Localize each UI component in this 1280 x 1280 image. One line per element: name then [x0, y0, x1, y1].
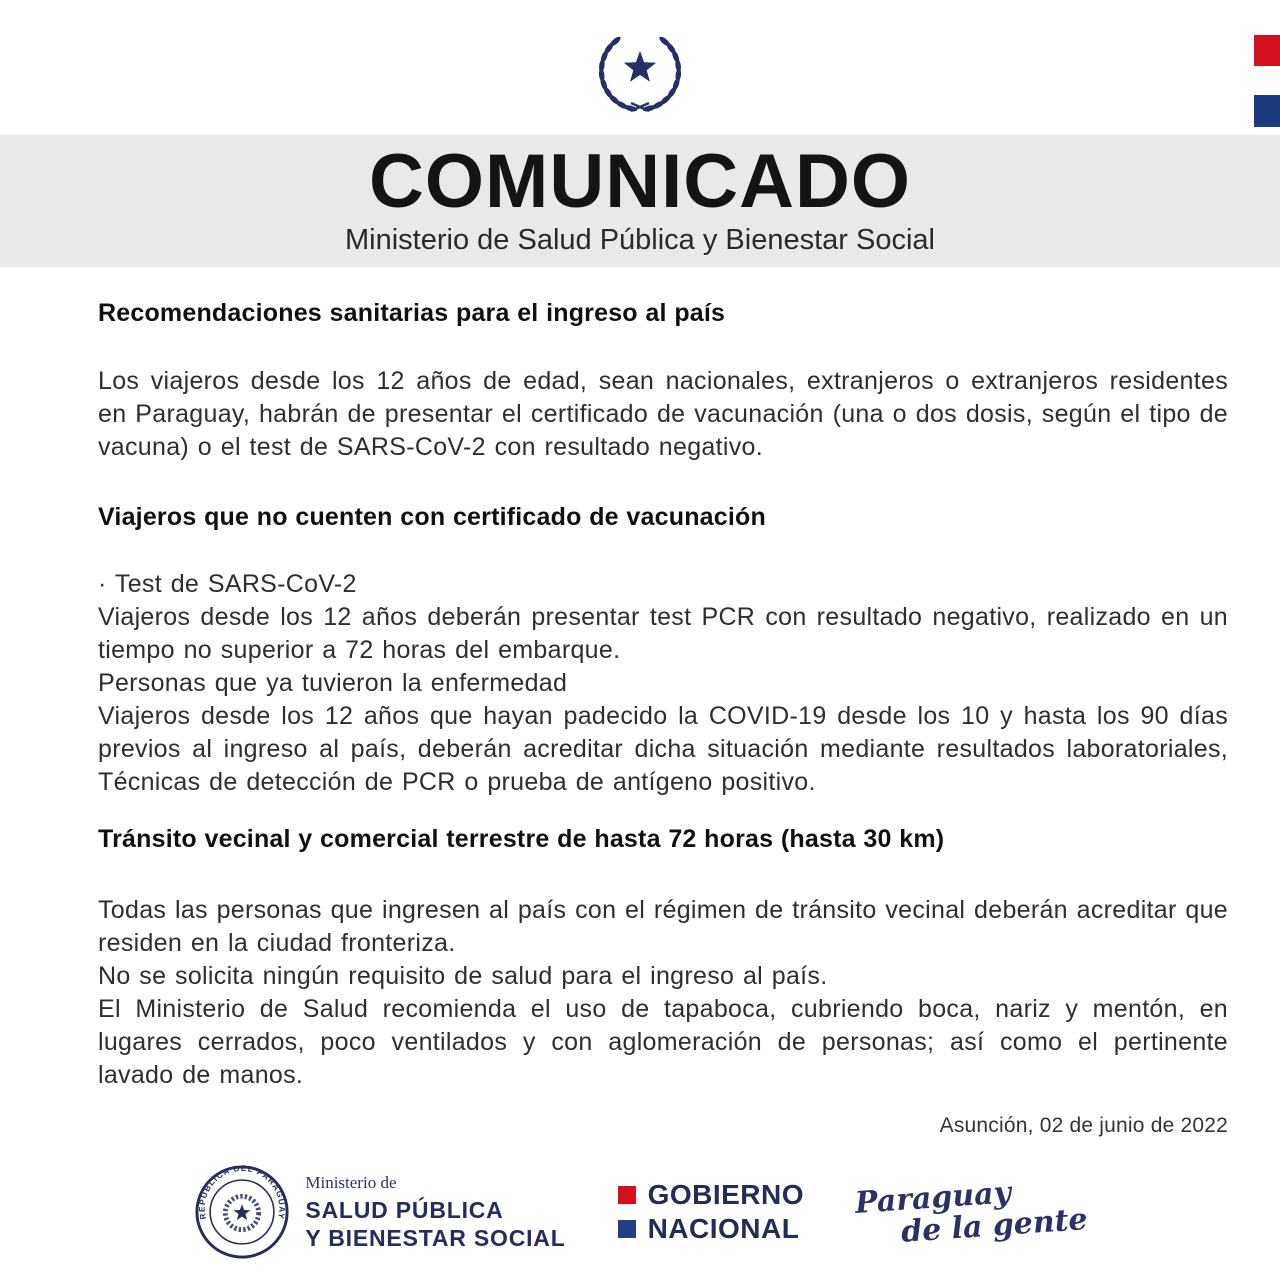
paragraph-enfermedad-titulo: Personas que ya tuvieron la enfermedad — [98, 669, 568, 697]
gobierno-row — [618, 1180, 804, 1210]
top-strip — [0, 0, 1280, 135]
flag-blue-square — [1254, 95, 1280, 127]
section-block-transito — [98, 894, 1228, 1092]
paragraph-transito-vecinal: Todas las personas que ingresen al país con el régimen de tránsito vecinal deberán acreditar que residen en la ciudad fronteriza. — [98, 896, 1228, 957]
nacional-label: NACIONAL — [647, 1213, 800, 1244]
svg-text:REPUBLICA DEL PARAGUAY: REPUBLICA DEL PARAGUAY — [198, 1163, 287, 1221]
paragraph-sin-requisito: No se solicita ningún requisito de salud para el ingreso al país. — [98, 962, 828, 990]
slogan-line2: de la gente — [900, 1201, 1089, 1250]
gobierno-red-square-icon — [618, 1186, 636, 1204]
footer — [0, 1163, 1280, 1261]
nacional-blue-square-icon — [618, 1220, 636, 1238]
paragraph-padecido-covid: Viajeros desde los 12 años que hayan padecido la COVID-19 desde los 10 y hasta los 90 días previos al ingreso al país, deberán acreditar dicha situación mediante resultados laboratoriales, Técnicas de detección de PCR o prueba de antígeno positivo. — [98, 702, 1228, 796]
ministry-logo — [193, 1163, 565, 1261]
nacional-row — [618, 1214, 804, 1244]
section-heading-recomendaciones: Recomendaciones sanitarias para el ingreso al país — [98, 299, 726, 327]
ministry-name-line2: Y BIENESTAR SOCIAL — [305, 1224, 566, 1251]
flag-red-square — [1254, 35, 1280, 66]
gobierno-label: GOBIERNO — [647, 1179, 805, 1210]
page-title: COMUNICADO — [369, 139, 911, 224]
dateline: Asunción, 02 de junio de 2022 — [939, 1114, 1228, 1137]
slogan-line1: Paraguay — [853, 1175, 1013, 1222]
section-heading-sin-certificado: Viajeros que no cuenten con certificado de vacunación — [98, 503, 766, 531]
section-heading-transito: Tránsito vecinal y comercial terrestre de hasta 72 horas (hasta 30 km) — [98, 825, 945, 853]
paragraph-tapaboca: El Ministerio de Salud recomienda el uso de tapaboca, cubriendo boca, nariz y mentón, en lugares cerrados, poco ventilados y con aglomeración de personas; así como el pertinente lavado de manos. — [98, 995, 1228, 1089]
paragraph-test-pcr: Viajeros desde los 12 años deberán presentar test PCR con resultado negativo, realizado en un tiempo no superior a 72 horas del embarque. — [98, 603, 1228, 664]
paragraph-vacunacion-requisito: Los viajeros desde los 12 años de edad, sean nacionales, extranjeros o extranjeros residentes en Paraguay, habrán de presentar el certificado de vacunación (una o dos dosis, según el tipo de vacuna) o el test de SARS-CoV-2 con resultado negativo. — [98, 367, 1228, 461]
banner — [0, 135, 1280, 267]
republic-seal-icon — [193, 1163, 291, 1261]
section-block-sin-certificado — [98, 568, 1228, 799]
ministry-wordmark — [305, 1173, 565, 1252]
ministry-pre-label: Ministerio de — [305, 1172, 397, 1192]
gobierno-nacional-logo — [618, 1180, 804, 1244]
communique-body — [0, 298, 1280, 1139]
bullet-test-sars: · Test de SARS-CoV-2 — [98, 570, 357, 598]
paraguay-de-la-gente-logo — [854, 1171, 1089, 1253]
ministry-name-line1: SALUD PÚBLICA — [305, 1196, 504, 1223]
page-subtitle: Ministerio de Salud Pública y Bienestar Social — [345, 224, 935, 256]
paraguay-star-wreath-icon — [588, 16, 692, 116]
